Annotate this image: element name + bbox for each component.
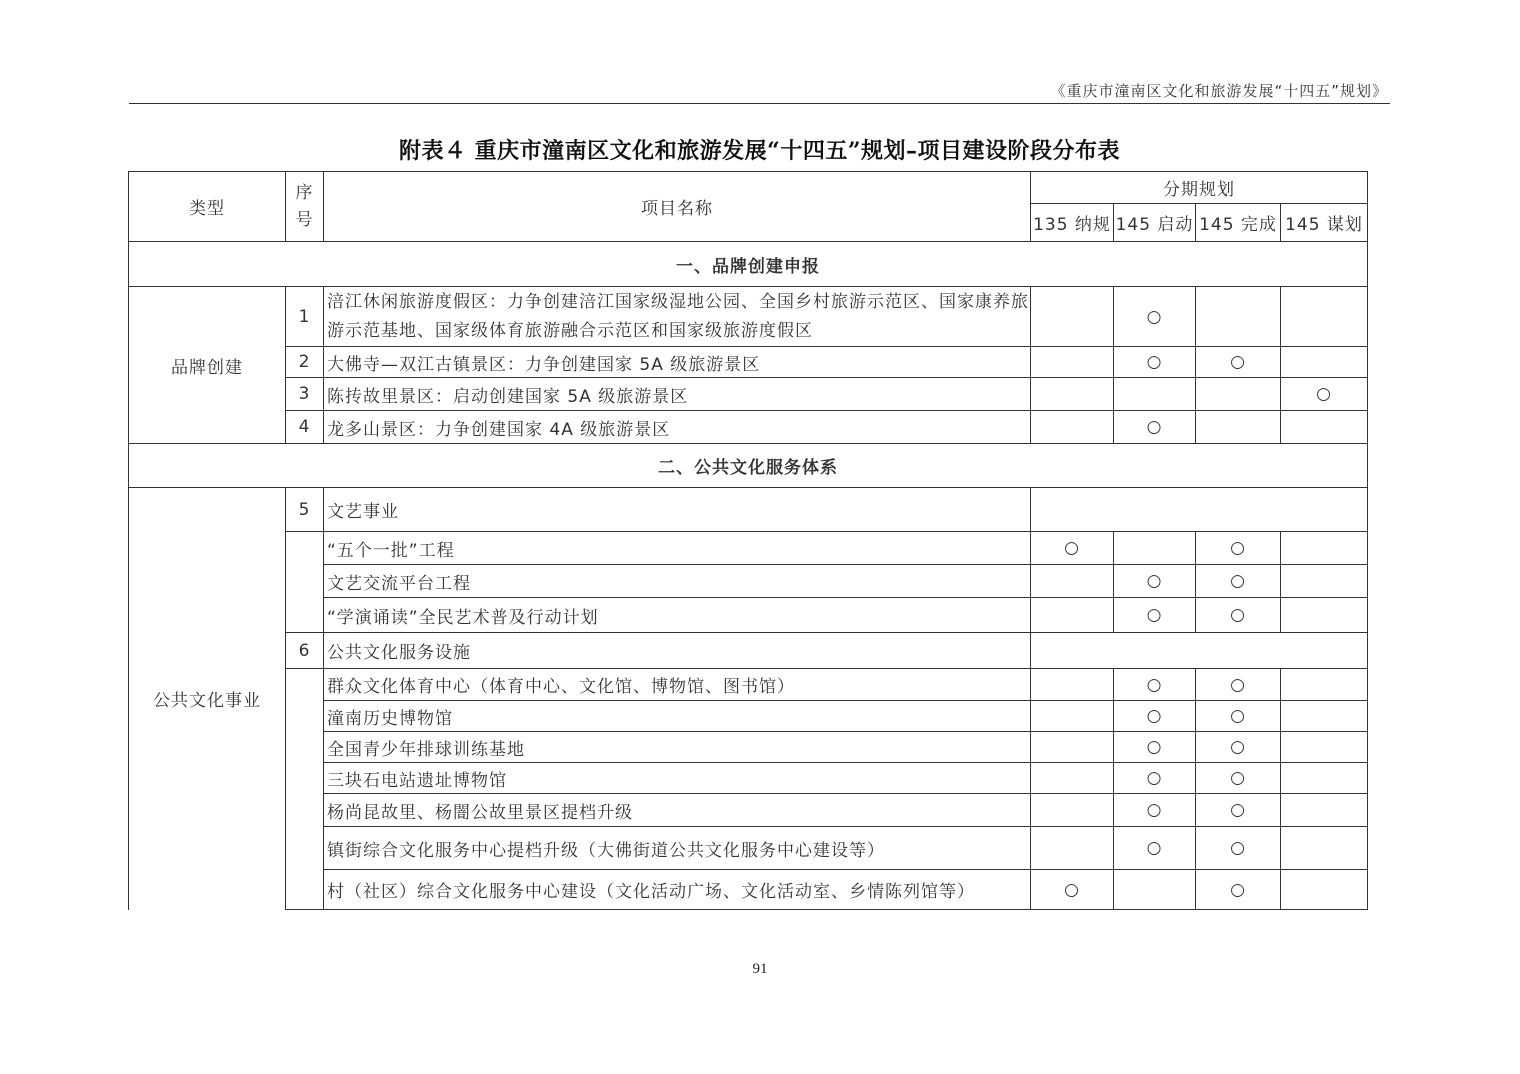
project-name: 潼南历史博物馆 — [324, 701, 1031, 732]
section-heading: 二、公共文化服务体系 — [129, 444, 1368, 488]
project-name: 群众文化体育中心（体育中心、文化馆、博物馆、图书馆） — [324, 669, 1031, 701]
seq-cell: 6 — [286, 633, 324, 669]
mark-cell — [1031, 287, 1114, 347]
col-header-seq-text: 序号 — [295, 182, 314, 230]
mark-cell — [1196, 378, 1281, 411]
mark-cell — [1281, 598, 1368, 633]
project-name: 龙多山景区：力争创建国家 4A 级旅游景区 — [324, 411, 1031, 444]
mark-cell — [1281, 411, 1368, 444]
project-name: 杨尚昆故里、杨闇公故里景区提档升级 — [324, 794, 1031, 827]
table-row — [129, 411, 1368, 444]
phase-header: 145 启动 — [1114, 204, 1196, 242]
mark-cell — [1281, 763, 1368, 794]
mark-cell: ○ — [1031, 532, 1114, 565]
mark-cell — [1281, 347, 1368, 378]
col-header-seq — [286, 172, 324, 242]
mark-cell: ○ — [1114, 598, 1196, 633]
table-row — [129, 378, 1368, 411]
section-heading-row — [129, 444, 1368, 488]
category-cell: 公共文化事业 — [129, 488, 286, 910]
mark-cell — [1114, 378, 1196, 411]
mark-cell — [1281, 287, 1368, 347]
table-row — [129, 287, 1368, 347]
project-name: 全国青少年排球训练基地 — [324, 732, 1031, 763]
group-row — [129, 488, 1368, 532]
mark-cell: ○ — [1196, 347, 1281, 378]
mark-cell: ○ — [1281, 378, 1368, 411]
page-number: 91 — [752, 961, 768, 977]
seq-cell: 3 — [286, 378, 324, 411]
phase-header: 145 谋划 — [1281, 204, 1368, 242]
mark-cell — [1281, 701, 1368, 732]
group-phase-empty — [1031, 488, 1368, 532]
group-name: 文艺事业 — [324, 488, 1031, 532]
running-header: 《重庆市潼南区文化和旅游发展“十四五”规划》 — [1050, 82, 1388, 100]
mark-cell: ○ — [1114, 411, 1196, 444]
mark-cell: ○ — [1196, 669, 1281, 701]
header-row-top — [129, 172, 1368, 204]
mark-cell — [1031, 701, 1114, 732]
seq-cell: 2 — [286, 347, 324, 378]
mark-cell: ○ — [1196, 794, 1281, 827]
table-row — [129, 347, 1368, 378]
group-phase-empty — [1031, 633, 1368, 669]
mark-cell: ○ — [1114, 669, 1196, 701]
project-name: “五个一批”工程 — [324, 532, 1031, 565]
mark-cell — [1031, 669, 1114, 701]
seq-cell: 5 — [286, 488, 324, 532]
mark-cell: ○ — [1196, 870, 1281, 910]
mark-cell — [1031, 794, 1114, 827]
mark-cell — [1281, 669, 1368, 701]
col-header-phases: 分期规划 — [1031, 172, 1368, 204]
project-phase-table — [128, 171, 1368, 910]
mark-cell — [1281, 732, 1368, 763]
mark-cell: ○ — [1196, 732, 1281, 763]
mark-cell — [1031, 347, 1114, 378]
mark-cell — [1281, 794, 1368, 827]
group-name: 公共文化服务设施 — [324, 633, 1031, 669]
table-row — [129, 532, 1368, 565]
mark-cell: ○ — [1114, 565, 1196, 598]
mark-cell: ○ — [1114, 794, 1196, 827]
project-name: 三块石电站遗址博物馆 — [324, 763, 1031, 794]
seq-cell: 4 — [286, 411, 324, 444]
mark-cell — [1031, 565, 1114, 598]
mark-cell: ○ — [1114, 287, 1196, 347]
document-title: 附表４ 重庆市潼南区文化和旅游发展“十四五”规划–项目建设阶段分布表 — [399, 138, 1120, 164]
seq-cell-empty — [286, 669, 324, 910]
project-name: 镇街综合文化服务中心提档升级（大佛街道公共文化服务中心建设等） — [324, 827, 1031, 870]
mark-cell — [1031, 598, 1114, 633]
mark-cell: ○ — [1114, 827, 1196, 870]
header-rule — [129, 103, 1390, 104]
mark-cell: ○ — [1114, 701, 1196, 732]
col-header-type: 类型 — [129, 172, 286, 242]
project-name: 涪江休闲旅游度假区：力争创建涪江国家级湿地公园、全国乡村旅游示范区、国家康养旅游示范基地、国家级体育旅游融合示范区和国家级旅游度假区 — [324, 287, 1031, 347]
mark-cell: ○ — [1196, 532, 1281, 565]
mark-cell — [1281, 565, 1368, 598]
mark-cell: ○ — [1196, 827, 1281, 870]
category-cell: 品牌创建 — [129, 287, 286, 444]
project-name: 大佛寺—双江古镇景区：力争创建国家 5A 级旅游景区 — [324, 347, 1031, 378]
mark-cell — [1281, 870, 1368, 910]
table-row — [129, 669, 1368, 701]
mark-cell — [1114, 870, 1196, 910]
mark-cell — [1281, 827, 1368, 870]
project-name: 陈抟故里景区：启动创建国家 5A 级旅游景区 — [324, 378, 1031, 411]
phase-header: 145 完成 — [1196, 204, 1281, 242]
mark-cell — [1196, 411, 1281, 444]
mark-cell: ○ — [1114, 732, 1196, 763]
col-header-name: 项目名称 — [324, 172, 1031, 242]
mark-cell — [1031, 378, 1114, 411]
mark-cell — [1031, 411, 1114, 444]
seq-cell: 1 — [286, 287, 324, 347]
seq-cell-empty — [286, 532, 324, 633]
project-name: 村（社区）综合文化服务中心建设（文化活动广场、文化活动室、乡情陈列馆等） — [324, 870, 1031, 910]
mark-cell — [1281, 532, 1368, 565]
project-name: “学演诵读”全民艺术普及行动计划 — [324, 598, 1031, 633]
mark-cell: ○ — [1114, 763, 1196, 794]
mark-cell — [1031, 763, 1114, 794]
section-heading-row — [129, 242, 1368, 287]
mark-cell — [1114, 532, 1196, 565]
mark-cell: ○ — [1196, 565, 1281, 598]
mark-cell — [1031, 732, 1114, 763]
project-name: 文艺交流平台工程 — [324, 565, 1031, 598]
mark-cell: ○ — [1196, 701, 1281, 732]
mark-cell: ○ — [1196, 763, 1281, 794]
phase-header: 135 纳规 — [1031, 204, 1114, 242]
mark-cell: ○ — [1114, 347, 1196, 378]
mark-cell — [1196, 287, 1281, 347]
mark-cell: ○ — [1196, 598, 1281, 633]
mark-cell — [1031, 827, 1114, 870]
section-heading: 一、品牌创建申报 — [129, 242, 1368, 287]
mark-cell: ○ — [1031, 870, 1114, 910]
group-row — [129, 633, 1368, 669]
